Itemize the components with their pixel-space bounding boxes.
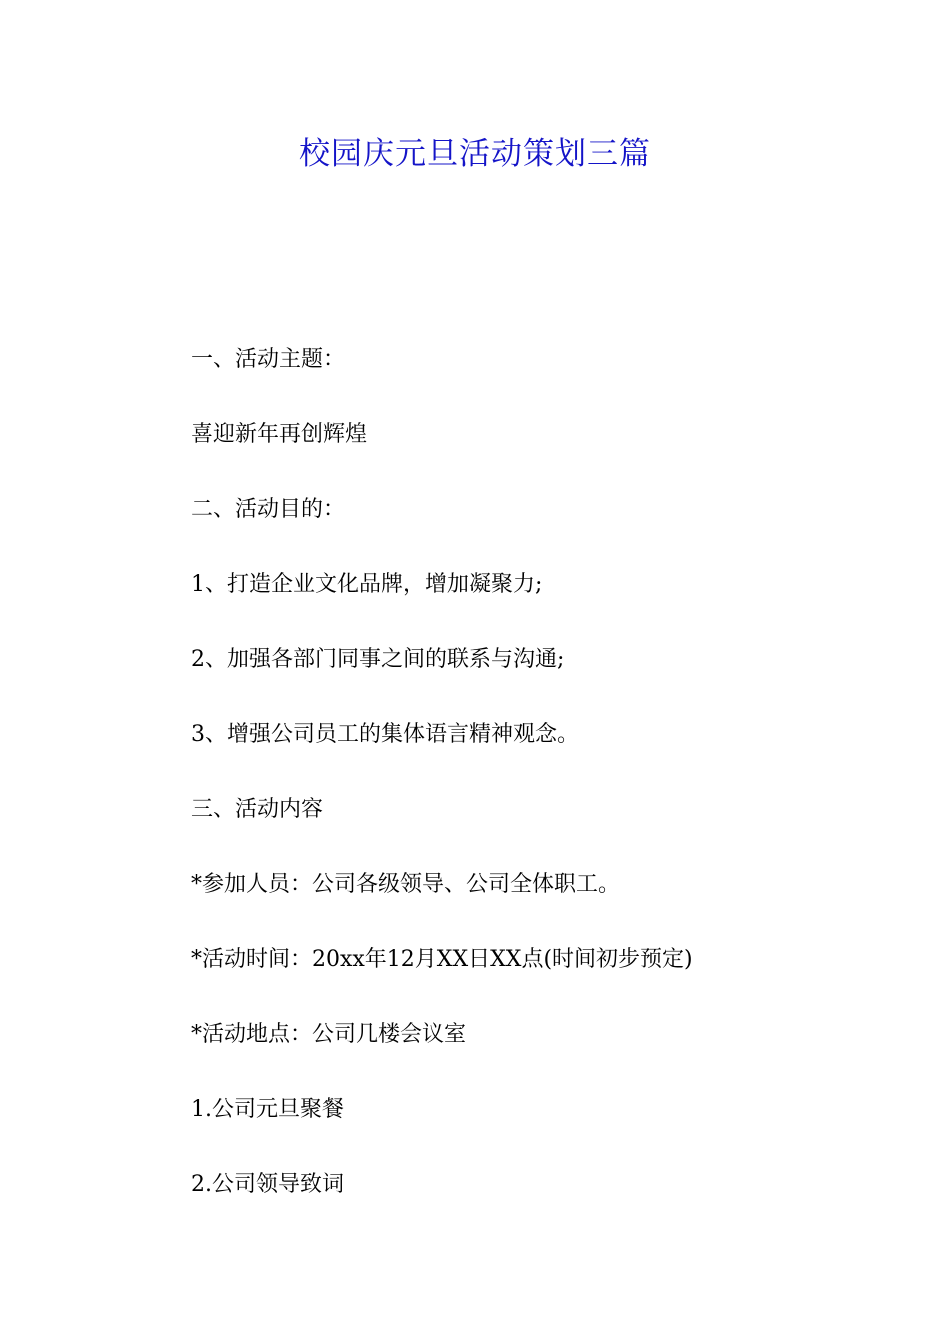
section-heading-purpose: 二、活动目的： — [191, 497, 346, 522]
list-item-agenda-2: 2.公司领导致词 — [191, 1172, 344, 1197]
paragraph-theme-text: 喜迎新年再创辉煌 — [191, 422, 368, 447]
list-item-agenda-1: 1.公司元旦聚餐 — [191, 1097, 344, 1122]
list-item-purpose-3: 3、增强公司员工的集体语言精神观念。 — [191, 722, 579, 747]
document-title: 校园庆元旦活动策划三篇 — [299, 136, 651, 172]
section-heading-content: 三、活动内容 — [191, 797, 324, 822]
detail-time: *活动时间：20xx年12月XX日XX点(时间初步预定) — [191, 947, 693, 972]
section-heading-theme: 一、活动主题： — [191, 347, 346, 372]
detail-location: *活动地点：公司几楼会议室 — [191, 1022, 467, 1047]
detail-participants: *参加人员：公司各级领导、公司全体职工。 — [191, 872, 621, 897]
list-item-purpose-2: 2、加强各部门同事之间的联系与沟通; — [191, 647, 565, 672]
list-item-purpose-1: 1、打造企业文化品牌，增加凝聚力; — [191, 572, 543, 597]
document-body — [191, 340, 891, 1240]
